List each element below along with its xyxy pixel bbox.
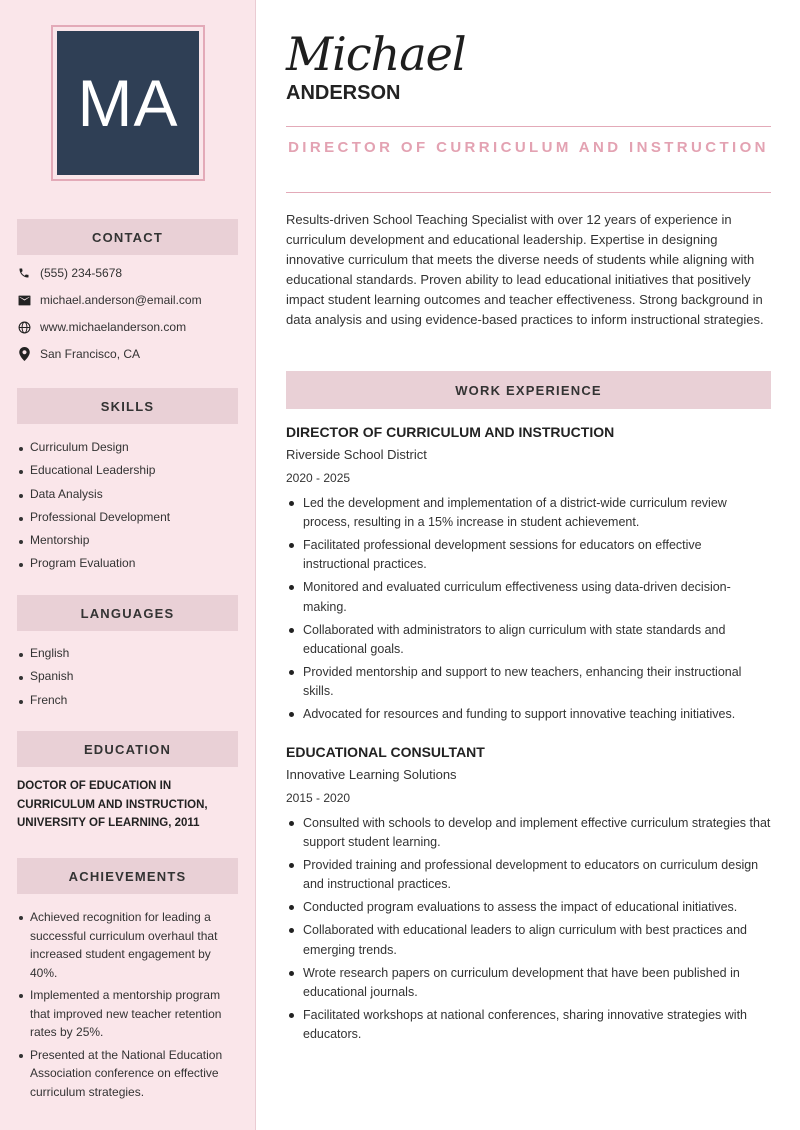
list-item: Provided mentorship and support to new teachers, enhancing their instructional skills. bbox=[286, 663, 771, 701]
mail-icon bbox=[17, 293, 31, 307]
education-heading: EDUCATION bbox=[17, 731, 238, 767]
job-bullets bbox=[286, 494, 771, 724]
location-pin-icon bbox=[17, 347, 31, 361]
job-company: Innovative Learning Solutions bbox=[286, 767, 457, 782]
title-divider-bottom bbox=[286, 192, 771, 193]
job-company: Riverside School District bbox=[286, 447, 427, 462]
job-role: DIRECTOR OF CURRICULUM AND INSTRUCTION bbox=[286, 424, 615, 440]
work-experience-heading: WORK EXPERIENCE bbox=[286, 371, 771, 409]
summary-paragraph: Results-driven School Teaching Specialist with over 12 years of experience in curriculum development and educational leadership. Expertise in designing innovative curriculum that meets the diverse needs of students while aligning with educational standards. Proven ability to lead educational initiatives that positively impact student learning outcomes and teacher effectiveness. Strong background in data analysis and using evidence-based practices to inform instructional strategies. bbox=[286, 212, 764, 327]
list-item: Educational Leadership bbox=[17, 463, 242, 486]
list-item: Consulted with schools to develop and implement effective curriculum strategies that support student learning. bbox=[286, 814, 771, 852]
list-item: Facilitated professional development sessions for educators on effective instructional practices. bbox=[286, 536, 771, 574]
list-item: Data Analysis bbox=[17, 487, 242, 510]
last-name: ANDERSON bbox=[286, 82, 401, 104]
list-item: Collaborated with educational leaders to align curriculum with best practices and emerging trends. bbox=[286, 921, 771, 959]
contact-phone bbox=[17, 264, 122, 282]
job-dates: 2020 - 2025 bbox=[286, 471, 351, 485]
job-dates: 2015 - 2020 bbox=[286, 791, 351, 805]
list-item: Led the development and implementation of a district-wide curriculum review process, resulting in a 15% increase in student achievement. bbox=[286, 494, 771, 532]
job-entry bbox=[286, 421, 771, 728]
list-item: Collaborated with administrators to align curriculum with state standards and educational goals. bbox=[286, 621, 771, 659]
education-degree-line: DOCTOR OF EDUCATION IN bbox=[17, 780, 172, 792]
contact-website bbox=[17, 318, 186, 336]
list-item: Monitored and evaluated curriculum effectiveness using data-driven decision-making. bbox=[286, 578, 771, 616]
list-item: Facilitated workshops at national conferences, sharing innovative strategies with educators. bbox=[286, 1006, 771, 1044]
globe-icon bbox=[17, 320, 31, 334]
languages-heading: LANGUAGES bbox=[17, 595, 238, 631]
job-role: EDUCATIONAL CONSULTANT bbox=[286, 744, 485, 760]
list-item: English bbox=[17, 646, 242, 669]
monogram-frame bbox=[51, 25, 205, 181]
title-divider-top bbox=[286, 126, 771, 127]
list-item: Presented at the National Education Association conference on effective curriculum strategies. bbox=[17, 1046, 231, 1102]
list-item: Conducted program evaluations to assess the impact of educational initiatives. bbox=[286, 898, 771, 917]
languages-list bbox=[17, 646, 242, 716]
list-item: Spanish bbox=[17, 669, 242, 692]
contact-location bbox=[17, 345, 140, 363]
list-item: French bbox=[17, 693, 242, 716]
contact-heading: CONTACT bbox=[17, 219, 238, 255]
monogram-block bbox=[57, 31, 199, 175]
achievements-list bbox=[17, 908, 231, 1105]
list-item: Professional Development bbox=[17, 510, 242, 533]
list-item: Wrote research papers on curriculum development that have been published in educational journals. bbox=[286, 964, 771, 1002]
phone-text: (555) 234-5678 bbox=[40, 266, 123, 280]
list-item: Achieved recognition for leading a successful curriculum overhaul that increased student engagement by 40%. bbox=[17, 908, 231, 982]
skills-list bbox=[17, 440, 242, 580]
list-item: Program Evaluation bbox=[17, 556, 242, 579]
contact-email bbox=[17, 291, 202, 309]
sidebar bbox=[0, 0, 256, 1130]
website-text[interactable]: www.michaelanderson.com bbox=[40, 320, 187, 334]
location-text: San Francisco, CA bbox=[40, 347, 141, 361]
monogram-initials: MA bbox=[77, 66, 179, 140]
education-field-line: CURRICULUM AND INSTRUCTION, bbox=[17, 798, 208, 811]
job-bullets bbox=[286, 814, 771, 1044]
list-item: Advocated for resources and funding to support innovative teaching initiatives. bbox=[286, 705, 771, 724]
skills-heading: SKILLS bbox=[17, 388, 238, 424]
list-item: Mentorship bbox=[17, 533, 242, 556]
email-text[interactable]: michael.anderson@email.com bbox=[40, 293, 202, 307]
job-entry bbox=[286, 741, 771, 1048]
list-item: Implemented a mentorship program that improved new teacher retention rates by 25%. bbox=[17, 986, 231, 1042]
education-school-line: UNIVERSITY OF LEARNING, 2011 bbox=[17, 817, 200, 829]
education-entry bbox=[17, 777, 237, 833]
list-item: Curriculum Design bbox=[17, 440, 242, 463]
achievements-heading: ACHIEVEMENTS bbox=[17, 858, 238, 894]
phone-icon bbox=[17, 266, 31, 280]
first-name: Michael bbox=[286, 27, 466, 81]
list-item: Provided training and professional development to educators on curriculum design and instructional practices. bbox=[286, 856, 771, 894]
job-title: DIRECTOR OF CURRICULUM AND INSTRUCTION bbox=[288, 139, 769, 156]
